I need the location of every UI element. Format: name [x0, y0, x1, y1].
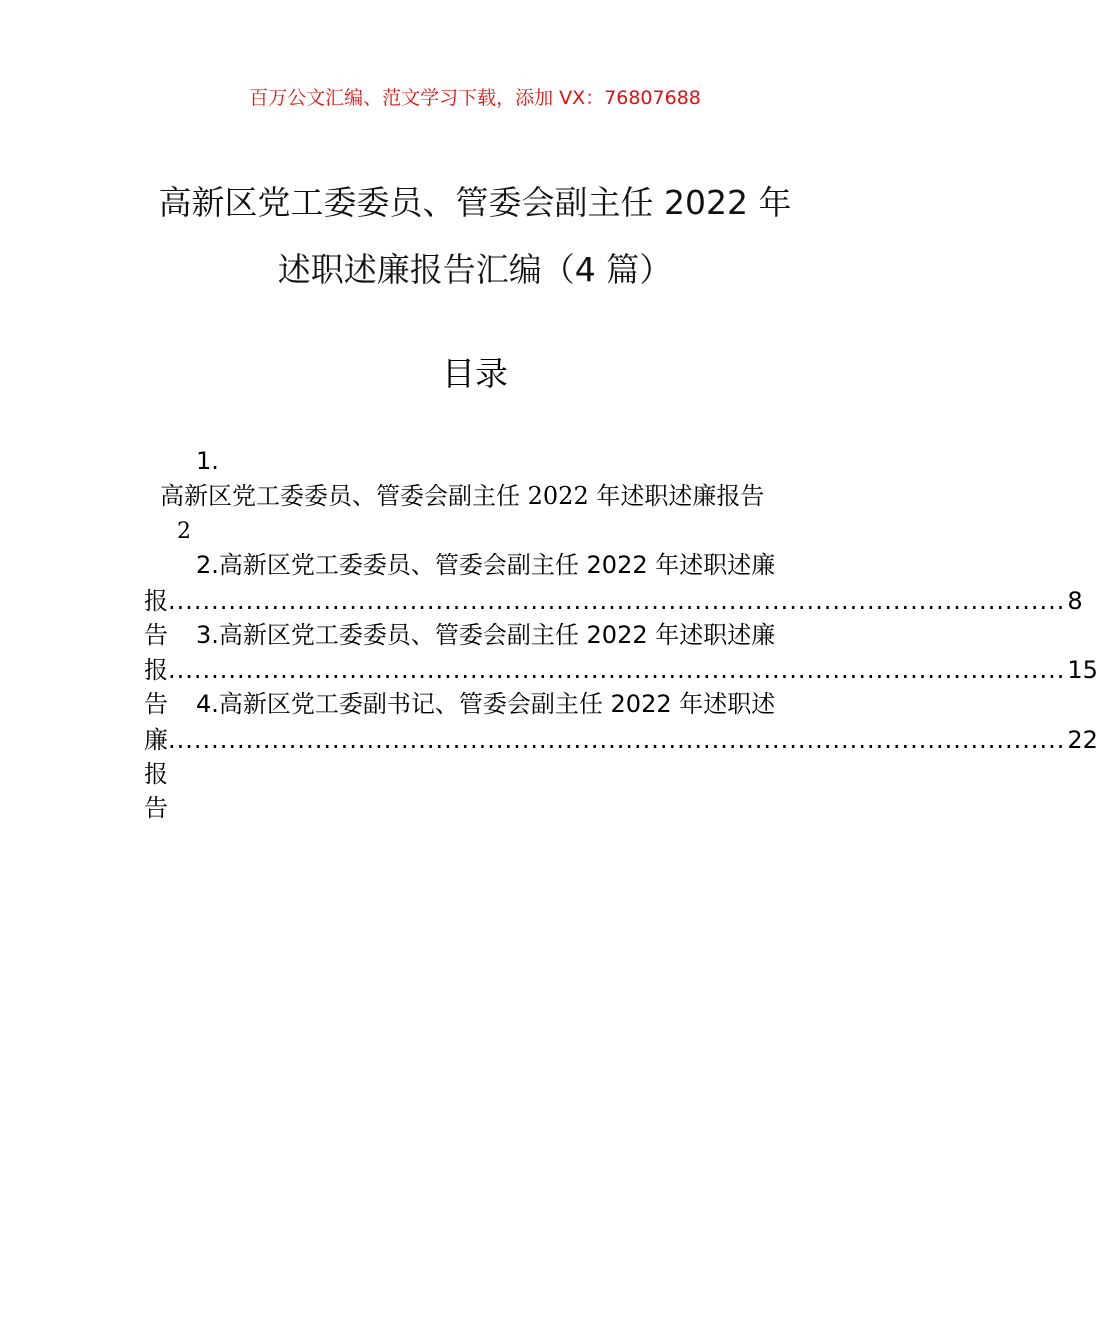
toc-entry-4-dots: ........................................................................................................	[168, 726, 1066, 754]
document-title-line-2: 述职述廉报告汇编（4 篇）	[277, 250, 673, 289]
toc-entry-1-text-b: 年述职述廉报告	[588, 482, 765, 510]
toc-entry-1-title[interactable]	[160, 479, 764, 513]
toc-entry-2-title[interactable]: 2.高新区党工委委员、管委会副主任 2022 年述职述廉	[196, 551, 776, 579]
toc-entry-4-title-cont: 廉报告	[144, 726, 168, 822]
toc-entry-4-page: 22	[1067, 726, 1098, 754]
toc-entry-1-page: 2	[177, 519, 191, 544]
toc-entry-3-page: 15	[1067, 656, 1098, 684]
toc-entry-4-leader[interactable]	[144, 723, 1098, 825]
header-note: 百万公文汇编、范文学习下载，添加 VX：76807688	[249, 87, 701, 109]
toc-entry-3-title-cont: 报告	[144, 656, 168, 718]
toc-entry-4-title[interactable]: 4.高新区党工委副书记、管委会副主任 2022 年述职述	[196, 690, 776, 718]
toc-heading: 目录	[442, 354, 508, 393]
toc-entry-1-number: 1.	[196, 447, 219, 475]
toc-entry-2-page: 8	[1067, 587, 1083, 615]
toc-entry-1-year: 2022	[527, 482, 589, 510]
document-title-line-1: 高新区党工委委员、管委会副主任 2022 年	[158, 183, 792, 222]
toc-entry-3-dots: ........................................................................................................	[168, 656, 1066, 684]
toc-entry-2-dots: ........................................................................................................	[168, 587, 1066, 615]
toc-entry-3-title[interactable]: 3.高新区党工委委员、管委会副主任 2022 年述职述廉	[196, 621, 776, 649]
toc-entry-1-text-a: 高新区党工委委员、管委会副主任	[160, 482, 528, 510]
toc-entry-2-title-cont: 报告	[144, 587, 168, 649]
